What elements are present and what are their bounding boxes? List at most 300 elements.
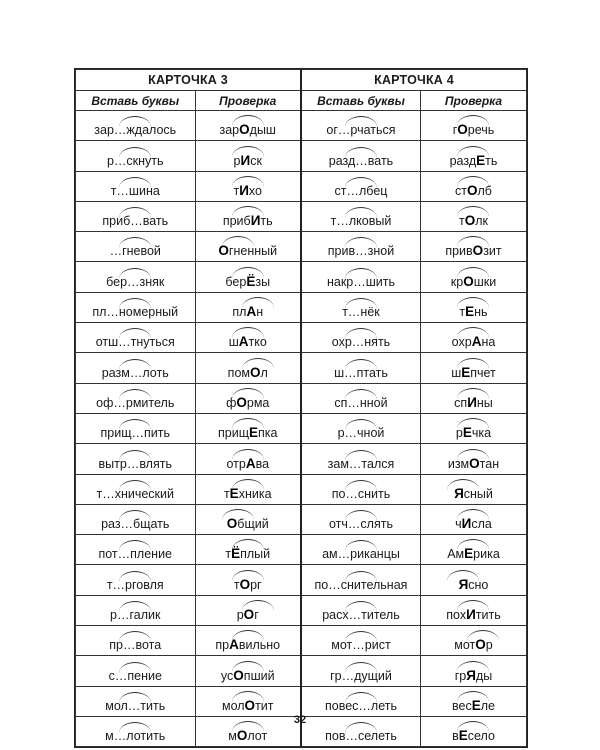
card4-check-word [450,153,498,168]
card3-insert-word [107,578,164,592]
card3-insert-word [99,457,172,471]
stress-arc [119,116,151,127]
card3-insert-text: с…пение [108,668,162,683]
card3-check-suffix: тко [248,335,267,350]
card4-check-word [459,213,488,228]
card3-insert-word [102,366,169,380]
stress-arc [457,267,489,278]
stress-arc [345,268,377,279]
card4-check-prefix: в [452,729,459,744]
card4-check-letter: И [467,394,477,410]
card4-insert-text: р…чной [337,426,385,441]
card3-insert-text: р…скнуть [106,153,164,168]
stress-arc [119,631,151,642]
card4-check-suffix: на [481,335,496,350]
card4-check-suffix: тить [475,608,501,623]
card4-check-letter: Е [458,728,468,744]
card3-check-letter: Е [229,485,239,501]
card4-check-prefix: прив [445,244,473,259]
stress-arc [457,509,489,520]
stress-arc [345,631,377,642]
card4-check-cell [420,171,526,201]
card3-check-letter: И [239,182,249,198]
card3-insert-text: р…галик [110,608,161,623]
card4-insert-word [325,699,397,713]
card3-insert-word [107,154,164,168]
stress-arc [345,298,377,309]
card3-insert-text: т…шина [110,183,160,198]
stress-arc [345,419,377,430]
card3-insert-text: отш…тнуться [95,335,175,350]
card3-insert-word [96,487,174,501]
stress-arc [345,389,377,400]
card3-check-letter: А [238,334,249,350]
card3-check-cell [195,201,301,231]
card4-check-suffix: сла [471,517,492,532]
card4-check-word [452,728,495,743]
card4-check-letter: Е [462,425,472,441]
card3-check-prefix: м [228,729,237,744]
card3-check-prefix: приб [222,214,251,229]
card4-check-letter: О [464,213,476,229]
card3-check-suffix: л [260,365,268,380]
card3-check-word [218,425,277,440]
card3-check-suffix: н [256,305,264,320]
card4-check-prefix: изм [447,456,470,471]
stress-arc [447,479,479,490]
stress-arc [119,480,151,491]
card4-insert-cell [301,141,421,171]
card3-check-cell [195,141,301,171]
card3-check-suffix: вильно [238,638,281,653]
card3-check-letter: О [236,394,247,410]
card3-insert-cell [76,141,196,171]
card4-check-letter: И [466,607,476,623]
card3-check-cell [195,171,301,201]
card-3-title: КАРТОЧКА 3 [76,70,301,91]
card4-insert-text: повес…леть [324,698,397,713]
card3-insert-word [105,699,165,713]
card3-check-cell [195,292,301,322]
card4-insert-text: отч…слять [329,517,393,532]
word-row [76,626,527,656]
card4-check-word [455,183,492,198]
card3-check-prefix: пл [232,305,247,320]
card4-check-letter: Я [458,576,469,592]
word-row [76,111,527,141]
card3-check-word [220,122,276,137]
stress-arc [345,450,377,461]
card3-check-letter: О [243,607,255,623]
stress-arc [345,177,377,188]
card3-insert-text: пл…номерный [92,305,179,320]
card4-insert-text: по…снительная [314,577,408,592]
card4-check-letter: О [457,122,468,138]
card3-insert-text: прищ…пить [100,426,170,441]
card3-insert-word [109,638,161,652]
card4-insert-word [328,244,394,258]
word-row [76,353,527,383]
card4-check-suffix: сно [468,577,489,592]
card3-check-suffix: ва [255,456,270,471]
header-insert-card3: Вставь буквы [76,91,196,111]
card4-insert-cell [301,595,421,625]
word-row [76,141,527,171]
stress-arc [232,176,264,187]
card3-check-word [223,213,273,228]
stress-arc [242,358,274,369]
stress-arc [345,237,377,248]
card3-check-word [228,728,267,743]
card3-check-suffix: пший [243,668,275,683]
card3-check-prefix: ф [226,395,237,410]
card4-insert-text: разд…вать [328,153,394,168]
card4-check-suffix: ды [475,668,493,683]
card3-insert-word [94,123,176,137]
stress-arc [119,328,151,339]
card3-insert-text: разм…лоть [101,365,169,380]
card3-check-letter: Ё [246,273,256,289]
card4-check-prefix: сп [454,395,468,410]
card4-insert-text: пов…селеть [325,729,397,744]
card4-check-word [452,334,496,349]
card3-check-letter: О [233,667,244,683]
card4-insert-cell [301,201,421,231]
card4-check-word [454,395,493,410]
card3-check-suffix: пка [258,426,278,441]
card4-check-suffix: село [467,729,495,744]
card3-check-suffix: лот [247,729,268,744]
card4-check-cell [420,504,526,534]
card3-check-prefix: пом [227,365,250,380]
stress-arc [119,207,151,218]
card4-insert-text: ст…лбец [334,183,388,198]
stress-arc [119,389,151,400]
card4-check-suffix: пчет [470,365,496,380]
word-row [76,292,527,322]
card3-check-word [226,395,269,410]
card3-check-letter: А [246,304,257,320]
card3-check-letter: О [218,243,229,259]
card4-check-letter: Е [464,546,474,562]
card3-check-word [226,456,269,471]
card3-check-suffix: тит [255,698,274,713]
card4-insert-word [315,578,408,592]
card3-check-word [224,486,272,501]
card4-insert-word [342,305,380,319]
stress-arc [457,449,489,460]
card3-insert-text: раз…бщать [101,517,170,532]
word-row [76,413,527,443]
card4-insert-word [329,154,393,168]
card3-insert-text: приб…вать [102,214,169,229]
card4-check-prefix: р [455,426,463,441]
card4-check-cell [420,141,526,171]
card4-insert-word [322,547,400,561]
stress-arc [457,236,489,247]
card4-insert-cell [301,686,421,716]
card4-check-letter: О [467,182,478,198]
stress-arc [457,327,489,338]
stress-arc [232,570,264,581]
card3-check-cell [195,504,301,534]
card3-check-word [234,577,262,592]
card4-check-word [452,698,495,713]
card4-check-suffix: речь [467,123,495,138]
word-row [76,323,527,353]
card3-check-suffix: хо [248,183,262,198]
card4-insert-word [334,396,387,410]
card3-insert-text: м…лотить [105,729,166,744]
card4-check-suffix: тан [479,456,500,471]
card3-insert-text: т…рговля [106,577,164,592]
card4-check-letter: Е [465,304,475,320]
card4-check-word [459,577,489,592]
stress-arc [119,510,151,521]
card4-insert-text: расх…титель [322,608,400,623]
card4-check-cell [420,353,526,383]
word-row [76,504,527,534]
stress-arc [345,328,377,339]
stress-arc [232,388,264,399]
card3-check-word [215,637,280,652]
card4-insert-word [332,335,390,349]
card4-insert-word [328,457,395,471]
card3-check-letter: А [245,455,256,471]
stress-arc [232,267,264,278]
card3-insert-text: зар…ждалось [94,123,177,138]
card3-check-word [232,304,263,319]
card4-check-word [445,243,501,258]
card4-check-suffix: лк [475,214,488,229]
stress-arc [232,146,264,157]
card4-check-cell [420,413,526,443]
card4-check-letter: Е [471,697,481,713]
card3-check-suffix: г [254,608,259,623]
stress-arc [232,327,264,338]
card3-check-letter: О [226,516,238,532]
card4-insert-text: т…лковый [330,214,392,229]
card4-check-letter: А [471,334,482,350]
stress-arc [119,237,151,248]
card4-insert-word [329,517,393,531]
card4-check-suffix: шки [473,274,497,289]
card3-insert-cell [76,383,196,413]
card3-check-cell [195,262,301,292]
stress-arc [119,450,151,461]
card4-insert-word [330,669,392,683]
card3-insert-cell [76,626,196,656]
card3-check-cell [195,626,301,656]
stress-arc [222,236,254,247]
card4-check-word [454,637,492,652]
card4-insert-word [325,729,397,743]
card4-insert-text: зам…тался [327,456,395,471]
card3-check-cell [195,111,301,141]
card4-check-suffix: ть [485,153,498,168]
card3-insert-word [106,275,164,289]
card3-insert-word [109,669,162,683]
card-4-title: КАРТОЧКА 4 [301,70,527,91]
card3-check-cell [195,656,301,686]
card3-check-prefix: р [236,608,244,623]
stress-arc [119,601,151,612]
word-row [76,232,527,262]
stress-arc [457,297,489,308]
card3-insert-word [110,608,160,622]
card4-check-word [456,425,491,440]
card3-insert-cell [76,474,196,504]
cards-table [75,69,527,747]
card4-check-cell [420,444,526,474]
card3-insert-word [110,244,161,258]
stress-arc [457,358,489,369]
card3-check-cell [195,353,301,383]
card3-insert-word [102,214,168,228]
card3-check-cell [195,535,301,565]
stress-arc [232,691,264,702]
card4-insert-cell [301,383,421,413]
card4-check-word [447,546,500,561]
word-row [76,656,527,686]
card4-check-cell [420,626,526,656]
card4-check-cell [420,535,526,565]
card4-insert-text: сп…нной [334,395,388,410]
card4-check-letter: Е [476,152,486,168]
card4-insert-cell [301,111,421,141]
card3-check-prefix: мол [221,698,245,713]
column-header-row [76,91,527,111]
card3-check-word [237,607,259,622]
card3-check-prefix: ус [220,668,234,683]
card4-insert-word [322,608,400,622]
card3-insert-word [96,335,175,349]
card4-check-cell [420,565,526,595]
stress-arc [345,116,377,127]
card4-check-word [455,668,493,683]
stress-arc [119,147,151,158]
card3-check-letter: О [244,697,256,713]
card3-check-letter: Е [249,425,259,441]
stress-arc [222,509,254,520]
card4-check-cell [420,595,526,625]
card4-insert-cell [301,413,421,443]
card3-check-prefix: т [225,547,232,562]
card3-insert-word [101,517,169,531]
card4-insert-word [331,214,392,228]
card3-check-cell [195,686,301,716]
stress-arc [232,418,264,429]
card4-check-prefix: вес [452,698,472,713]
stress-arc [345,540,377,551]
stress-arc [457,206,489,217]
card4-insert-text: мот…рист [331,638,391,653]
card4-check-word [459,304,487,319]
card3-check-cell [195,474,301,504]
card3-check-prefix: т [223,486,230,501]
stress-arc [457,388,489,399]
stress-arc [119,268,151,279]
card3-insert-cell [76,262,196,292]
stress-arc [457,418,489,429]
card4-check-suffix: нь [474,305,488,320]
card4-check-prefix: пох [446,608,467,623]
card3-check-suffix: гненный [228,244,278,259]
card4-check-prefix: гр [454,668,467,683]
card3-check-prefix: пр [215,638,230,653]
card4-insert-cell [301,565,421,595]
card4-check-word [453,122,495,137]
card4-insert-text: ам…риканцы [322,547,400,562]
card3-insert-cell [76,595,196,625]
stress-arc [447,570,479,581]
stress-arc [119,419,151,430]
stress-arc [345,147,377,158]
stress-arc [345,662,377,673]
card4-insert-word [338,426,385,440]
card3-check-prefix: т [233,183,240,198]
card3-check-suffix: дыш [249,123,276,138]
card3-insert-cell [76,292,196,322]
card4-check-suffix: ле [480,698,495,713]
card3-insert-text: оф…рмитель [96,395,175,410]
card4-check-suffix: р [485,638,493,653]
card3-check-word [228,365,268,380]
card3-check-letter: И [250,213,261,229]
stress-arc [119,571,151,582]
card4-check-word [451,365,496,380]
card4-check-word [451,274,496,289]
word-row [76,535,527,565]
word-rows [76,111,527,747]
card3-insert-cell [76,232,196,262]
card4-check-prefix: охр [451,335,472,350]
card3-insert-word [111,184,160,198]
card3-check-suffix: бщий [237,517,269,532]
card3-check-word [221,668,275,683]
card3-insert-cell [76,111,196,141]
stress-arc [119,662,151,673]
card4-check-letter: О [469,455,480,471]
card4-check-suffix: чка [471,426,492,441]
stress-arc [232,661,264,672]
card3-insert-cell [76,171,196,201]
card3-check-word [234,153,262,168]
card4-insert-word [326,123,395,137]
card4-check-prefix: кр [450,274,464,289]
card4-insert-word [331,638,390,652]
card4-insert-cell [301,292,421,322]
word-row [76,262,527,292]
card3-insert-text: вытр…влять [98,456,172,471]
card4-check-letter: О [475,637,486,653]
card4-check-letter: О [472,243,484,259]
card4-check-prefix: т [459,305,466,320]
card4-check-suffix: рика [473,547,500,562]
stress-arc [119,692,151,703]
word-row [76,595,527,625]
page-number: 32 [293,714,307,726]
card3-check-cell [195,232,301,262]
card4-insert-word [332,487,391,501]
card3-insert-text: мол…тить [105,698,166,713]
card3-insert-text: пот…пление [98,547,173,562]
card4-check-letter: Я [454,485,464,501]
card3-check-word [218,243,277,258]
stress-arc [232,206,264,217]
card4-check-word [446,607,501,622]
word-row [76,686,527,716]
